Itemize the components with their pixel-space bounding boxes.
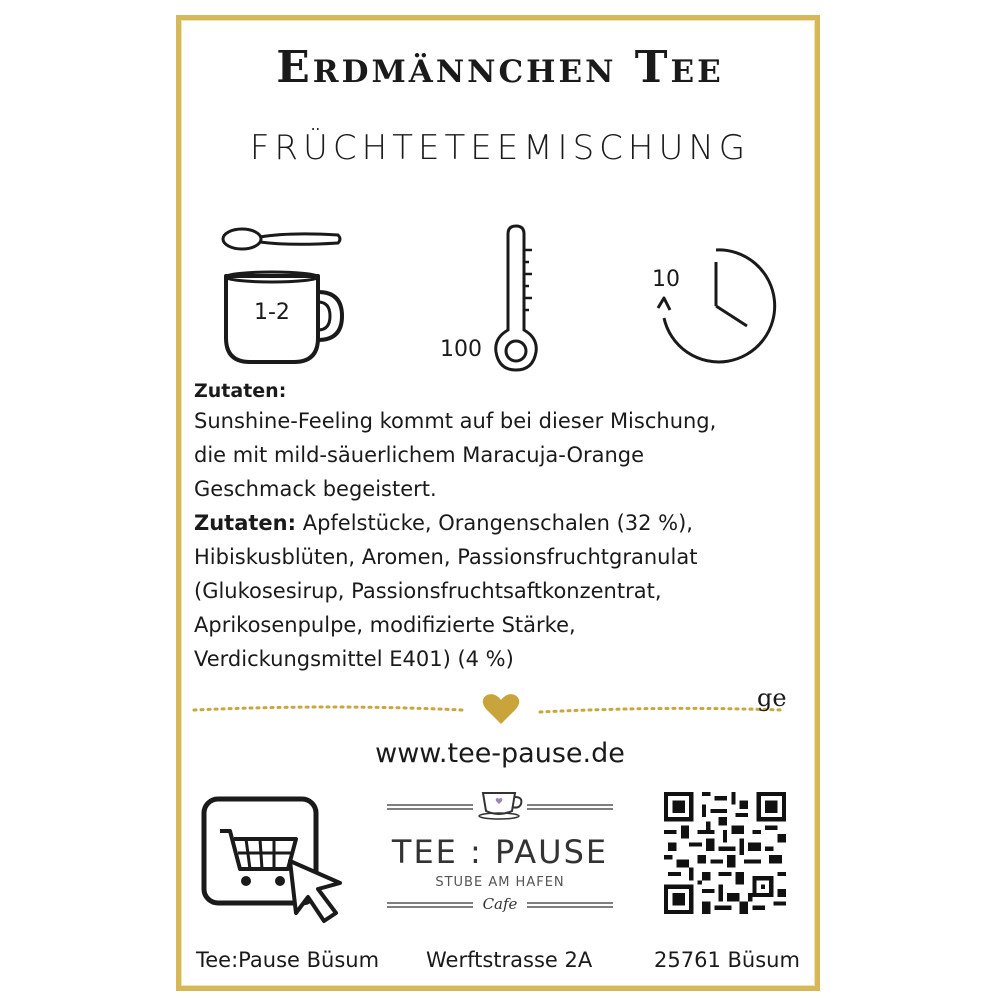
qr-code[interactable] [664, 792, 786, 914]
footer-shop-name: Tee:Pause Büsum [196, 948, 380, 972]
website-link[interactable]: www.tee-pause.de [375, 738, 625, 769]
product-subtitle: FRÜCHTETEEMISCHUNG [249, 128, 751, 168]
heart-icon [483, 694, 520, 724]
teacup-icon [479, 793, 521, 819]
ingredients-list-line: Zutaten: Apfelstücke, Orangenschalen (32 %), [194, 511, 693, 535]
signature-initials: ge [757, 684, 787, 712]
description-line: die mit mild-säuerlichem Maracuja-Orange [194, 443, 645, 467]
description-line: Sunshine-Feeling kommt auf bei dieser Mischung, [194, 409, 717, 433]
thermometer-icon [490, 222, 550, 374]
ingredients-block [194, 378, 814, 676]
logo-tagline: STUBE AM HAFEN [435, 875, 565, 890]
tee-pause-logo [385, 785, 615, 920]
mug-amount-label: 1-2 [254, 300, 290, 325]
shopping-cart-icon[interactable] [200, 795, 350, 935]
dotted-divider [192, 690, 812, 730]
ingredients-list-line: Aprikosenpulpe, modifizierte Stärke, [194, 613, 576, 637]
ingredients-heading: Zutaten: [194, 380, 287, 402]
teaspoon-icon [220, 222, 345, 258]
ingredients-list-line: Verdickungsmittel E401) (4 %) [194, 647, 514, 671]
logo-name: TEE : PAUSE [391, 833, 609, 871]
temperature-label: 100 [440, 337, 482, 362]
product-title: Erdmännchen Tee [276, 42, 724, 93]
footer-city: 25761 Büsum [654, 948, 800, 972]
description-line: Geschmack begeistert. [194, 477, 437, 501]
logo-script: Cafe [482, 895, 518, 913]
ingredients-list-line: (Glukosesirup, Passionsfruchtsaftkonzentrat, [194, 579, 662, 603]
ingredients-list-label: Zutaten: [194, 511, 297, 535]
clock-icon [650, 244, 780, 364]
ingredients-list-line: Hibiskusblüten, Aromen, Passionsfruchtgranulat [194, 545, 698, 569]
steep-time-label: 10 [652, 267, 680, 292]
footer-street: Werftstrasse 2A [426, 948, 593, 972]
